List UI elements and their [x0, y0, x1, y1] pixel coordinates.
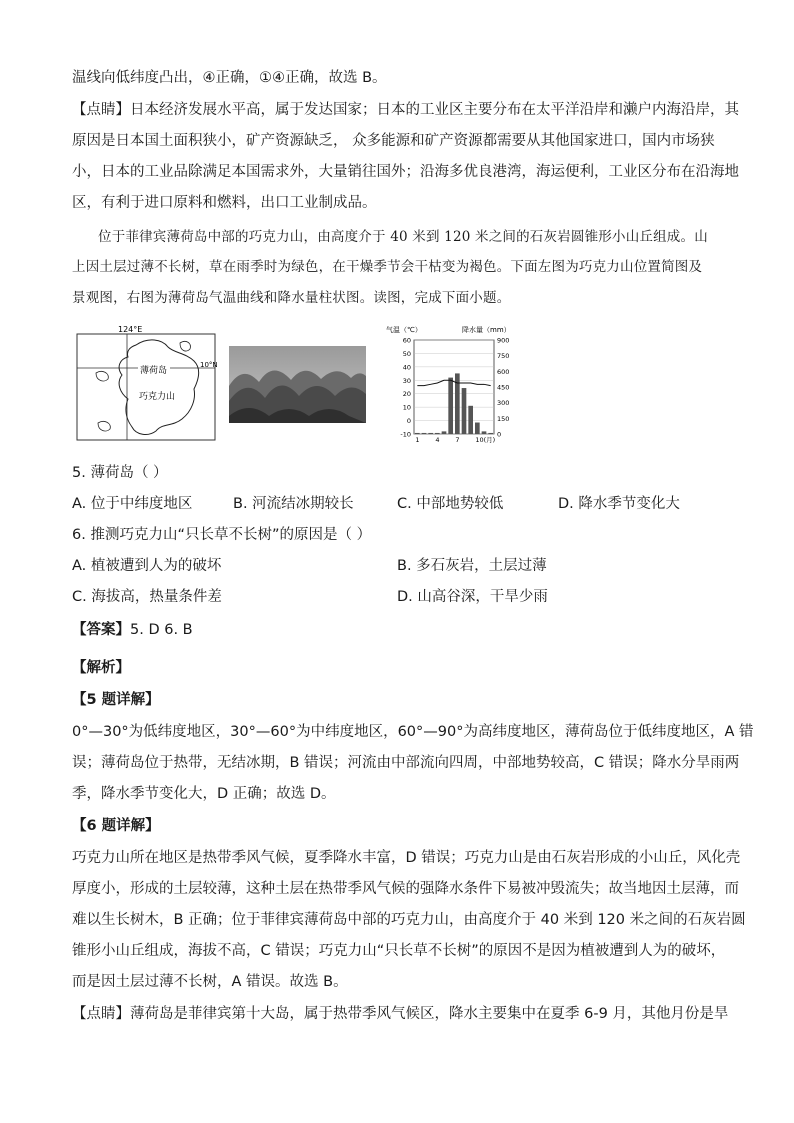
temp-tick-label: 40 [402, 363, 411, 372]
text-line: 区，有利于进口原料和燃料，出口工业制成品。 [72, 195, 377, 211]
hills-label: 巧克力山 [139, 392, 176, 402]
left-axis-label: 气温（℃） [386, 326, 422, 334]
precip-bar [415, 433, 420, 434]
precip-bar [482, 431, 487, 434]
q5-detail-title: 【5 题详解】 [72, 692, 160, 708]
longitude-label: 124°E [118, 325, 143, 334]
q5-detail-line: 误；薄荷岛位于热带，无结冰期，B 错误；河流由中部流向四周，中部地势较高，C 错误；降水分旱雨两 [72, 755, 740, 771]
passage-line: 上因土层过薄不长树，草在雨季时为绿色，在干燥季节会干枯变为褐色。下面左图为巧克力山位置简图及 [72, 259, 703, 275]
q6-detail-line: 而是因土层过薄不长树，A 错误。故选 B。 [72, 974, 348, 990]
answer-line [72, 620, 722, 640]
plot-frame [414, 340, 494, 434]
q5-option-d: D. 降水季节变化大 [558, 496, 680, 512]
q6-option-b: B. 多石灰岩，土层过薄 [397, 558, 547, 574]
month-tick-label: 7 [455, 436, 460, 444]
precip-bar [442, 431, 447, 434]
temp-tick-label: 20 [402, 390, 411, 399]
temp-tick-label: 0 [406, 417, 411, 426]
text-line: 原因是日本国土面积狭小，矿产资源缺乏， 众多能源和矿产资源都需要从其他国家进口，国内市场狭 [72, 133, 715, 149]
temp-tick-label: 50 [402, 349, 411, 358]
precip-tick-label: 150 [497, 414, 510, 423]
precip-bar [475, 423, 480, 434]
passage-line: 位于菲律宾薄荷岛中部的巧克力山，由高度介于 40 米到 120 米之间的石灰岩圆锥形小山丘组成。山 [98, 229, 708, 245]
text-line: 小，日本的工业品除满足本国需求外，大量销往国外；沿海多优良港湾，海运便利，工业区分布在沿海地 [72, 164, 739, 180]
text-line: 【点睛】日本经济发展水平高，属于发达国家；日本的工业区主要分布在太平洋沿岸和濑户内海沿岸，其 [72, 102, 739, 118]
month-tick-label: 1 [415, 436, 420, 444]
precip-tick-label: 450 [497, 383, 510, 392]
precip-tick-label: 0 [497, 430, 502, 439]
temperature-line [417, 380, 490, 385]
landscape-photo [229, 346, 366, 423]
q6-option-c: C. 海拔高，热量条件差 [72, 589, 222, 605]
latitude-label: 10°N [200, 361, 218, 369]
q5-option-a: A. 位于中纬度地区 [72, 496, 193, 512]
location-map [76, 323, 226, 443]
precip-tick-label: 600 [497, 367, 510, 376]
answer-label: 【答案】 [72, 622, 130, 638]
temp-tick-label: -10 [400, 430, 411, 439]
temp-tick-label: 60 [402, 336, 411, 345]
precip-bar [435, 433, 440, 434]
island-label: 薄荷岛 [140, 366, 168, 376]
precip-bar [468, 406, 473, 434]
month-tick-label: 10(月) [475, 436, 496, 444]
answer-text: 5. D 6. B [130, 622, 193, 638]
q5-option-c: C. 中部地势较低 [397, 496, 504, 512]
q5-option-b: B. 河流结冰期较长 [233, 496, 354, 512]
precip-tick-label: 750 [497, 352, 510, 361]
q6-detail-line: 难以生长树木，B 正确；位于菲律宾薄荷岛中部的巧克力山，由高度介于 40 米到 120 米之间的石灰岩圆 [72, 912, 746, 928]
precip-bar [422, 433, 427, 434]
precip-tick-label: 300 [497, 399, 510, 408]
q6-detail-line: 锥形小山丘组成，海拔不高，C 错误；巧克力山“只长草不长树”的原因不是因为植被遭到人为的破坏， [72, 943, 726, 959]
q5-detail-line: 0°—30°为低纬度地区，30°—60°为中纬度地区，60°—90°为高纬度地区，薄荷岛位于低纬度地区，A 错 [72, 724, 754, 740]
question-5-stem: 5. 薄荷岛（ ） [72, 465, 168, 481]
q6-option-a: A. 植被遭到人为的破坏 [72, 558, 222, 574]
precip-bar [428, 433, 433, 434]
month-tick-label: 4 [435, 436, 440, 444]
text-line: 温线向低纬度凸出，④正确，①④正确，故选 B。 [72, 70, 387, 86]
question-6-stem: 6. 推测巧克力山“只长草不长树”的原因是（ ） [72, 527, 372, 543]
precip-tick-label: 900 [497, 336, 510, 345]
q6-detail-line: 巧克力山所在地区是热带季风气候，夏季降水丰富，D 错误；巧克力山是由石灰岩形成的小山丘，风化壳 [72, 850, 741, 866]
analysis-heading: 【解析】 [72, 660, 130, 676]
precip-bar [448, 378, 453, 434]
q6-detail-title: 【6 题详解】 [72, 818, 160, 834]
precip-bar [488, 433, 493, 434]
climate-chart [382, 322, 532, 444]
right-axis-label: 降水量（mm） [462, 326, 511, 334]
passage-line: 景观图，右图为薄荷岛气温曲线和降水量柱状图。读图，完成下面小题。 [72, 290, 511, 306]
temp-tick-label: 10 [402, 403, 411, 412]
precip-bar [462, 388, 467, 434]
q6-detail-line: 厚度小，形成的土层较薄，这种土层在热带季风气候的强降水条件下易被冲毁流失；故当地因土层薄，而 [72, 881, 739, 897]
q5-detail-line: 季，降水季节变化大，D 正确；故选 D。 [72, 786, 336, 802]
final-note: 【点睛】薄荷岛是菲律宾第十大岛，属于热带季风气候区，降水主要集中在夏季 6-9 月，其他月份是旱 [72, 1006, 729, 1022]
q6-option-d: D. 山高谷深，干旱少雨 [397, 589, 548, 605]
temp-tick-label: 30 [402, 376, 411, 385]
